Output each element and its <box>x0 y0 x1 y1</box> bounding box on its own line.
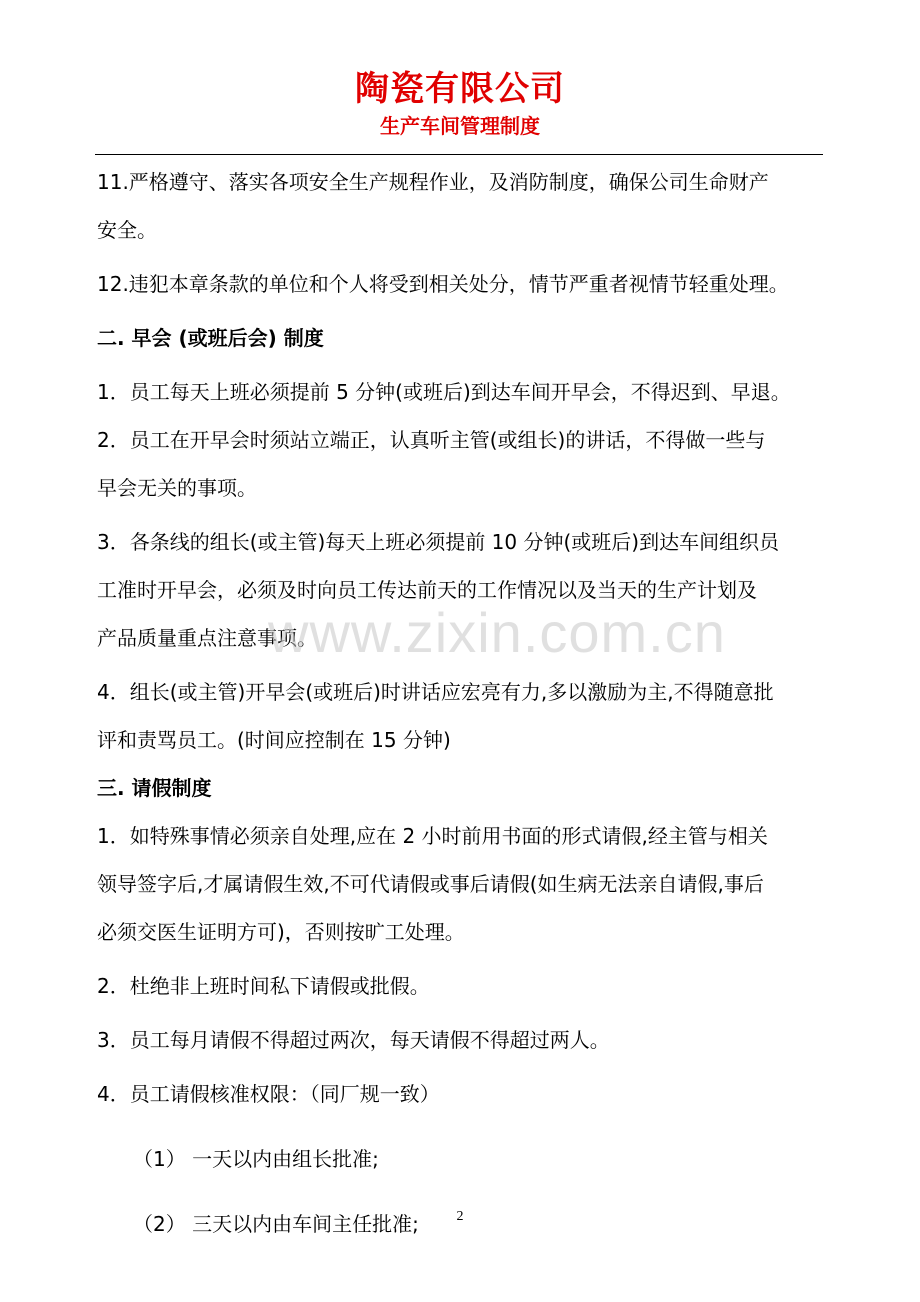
section-heading-leave: 三. 请假制度 <box>97 776 212 800</box>
meeting-rule-2-line-2: 早会无关的事项。 <box>97 476 257 500</box>
company-name: 陶瓷有限公司 <box>355 69 565 109</box>
leave-rule-1-line-2: 领导签字后,才属请假生效,不可代请假或事后请假(如生病无法亲自请假,事后 <box>97 872 764 896</box>
leave-approval-item-2: （2） 三天以内由车间主任批准; <box>133 1212 419 1236</box>
header-divider <box>95 154 823 155</box>
leave-rule-2: 2．杜绝非上班时间私下请假或批假。 <box>97 974 430 998</box>
leave-approval-item-1: （1） 一天以内由组长批准; <box>133 1147 379 1171</box>
leave-rule-1-line-1: 1．如特殊事情必须亲自处理,应在 2 小时前用书面的形式请假,经主管与相关 <box>97 824 768 848</box>
leave-rule-3: 3．员工每月请假不得超过两次，每天请假不得超过两人。 <box>97 1028 610 1052</box>
leave-rule-4: 4．员工请假核准权限：（同厂规一致） <box>97 1082 440 1106</box>
watermark-text: www.zixin.com.cn <box>268 601 726 664</box>
leave-rule-1-line-3: 必须交医生证明方可)，否则按旷工处理。 <box>97 920 465 944</box>
rule-11-line-2: 安全。 <box>97 218 157 242</box>
meeting-rule-4-line-1: 4．组长(或主管)开早会(或班后)时讲话应宏亮有力,多以激励为主,不得随意批 <box>97 680 774 704</box>
meeting-rule-3-line-3: 产品质量重点注意事项。 <box>97 626 317 650</box>
rule-11-line-1: 11.严格遵守、落实各项安全生产规程作业，及消防制度，确保公司生命财产 <box>97 170 769 194</box>
document-subtitle: 生产车间管理制度 <box>380 114 540 138</box>
meeting-rule-3-line-2: 工准时开早会，必须及时向员工传达前天的工作情况以及当天的生产计划及 <box>97 578 757 602</box>
meeting-rule-3-line-1: 3．各条线的组长(或主管)每天上班必须提前 10 分钟(或班后)到达车间组织员 <box>97 530 780 554</box>
document-header <box>0 68 920 140</box>
meeting-rule-2-line-1: 2．员工在开早会时须站立端正，认真听主管(或组长)的讲话，不得做一些与 <box>97 428 766 452</box>
document-body <box>97 158 827 1248</box>
section-heading-morning-meeting: 二. 早会 (或班后会) 制度 <box>97 326 324 350</box>
page-number: 2 <box>456 1209 464 1224</box>
meeting-rule-4-line-2: 评和责骂员工。(时间应控制在 15 分钟) <box>97 728 451 752</box>
meeting-rule-1: 1．员工每天上班必须提前 5 分钟(或班后)到达车间开早会，不得迟到、早退。 <box>97 380 791 404</box>
rule-12: 12.违犯本章条款的单位和个人将受到相关处分，情节严重者视情节轻重处理。 <box>97 272 789 296</box>
